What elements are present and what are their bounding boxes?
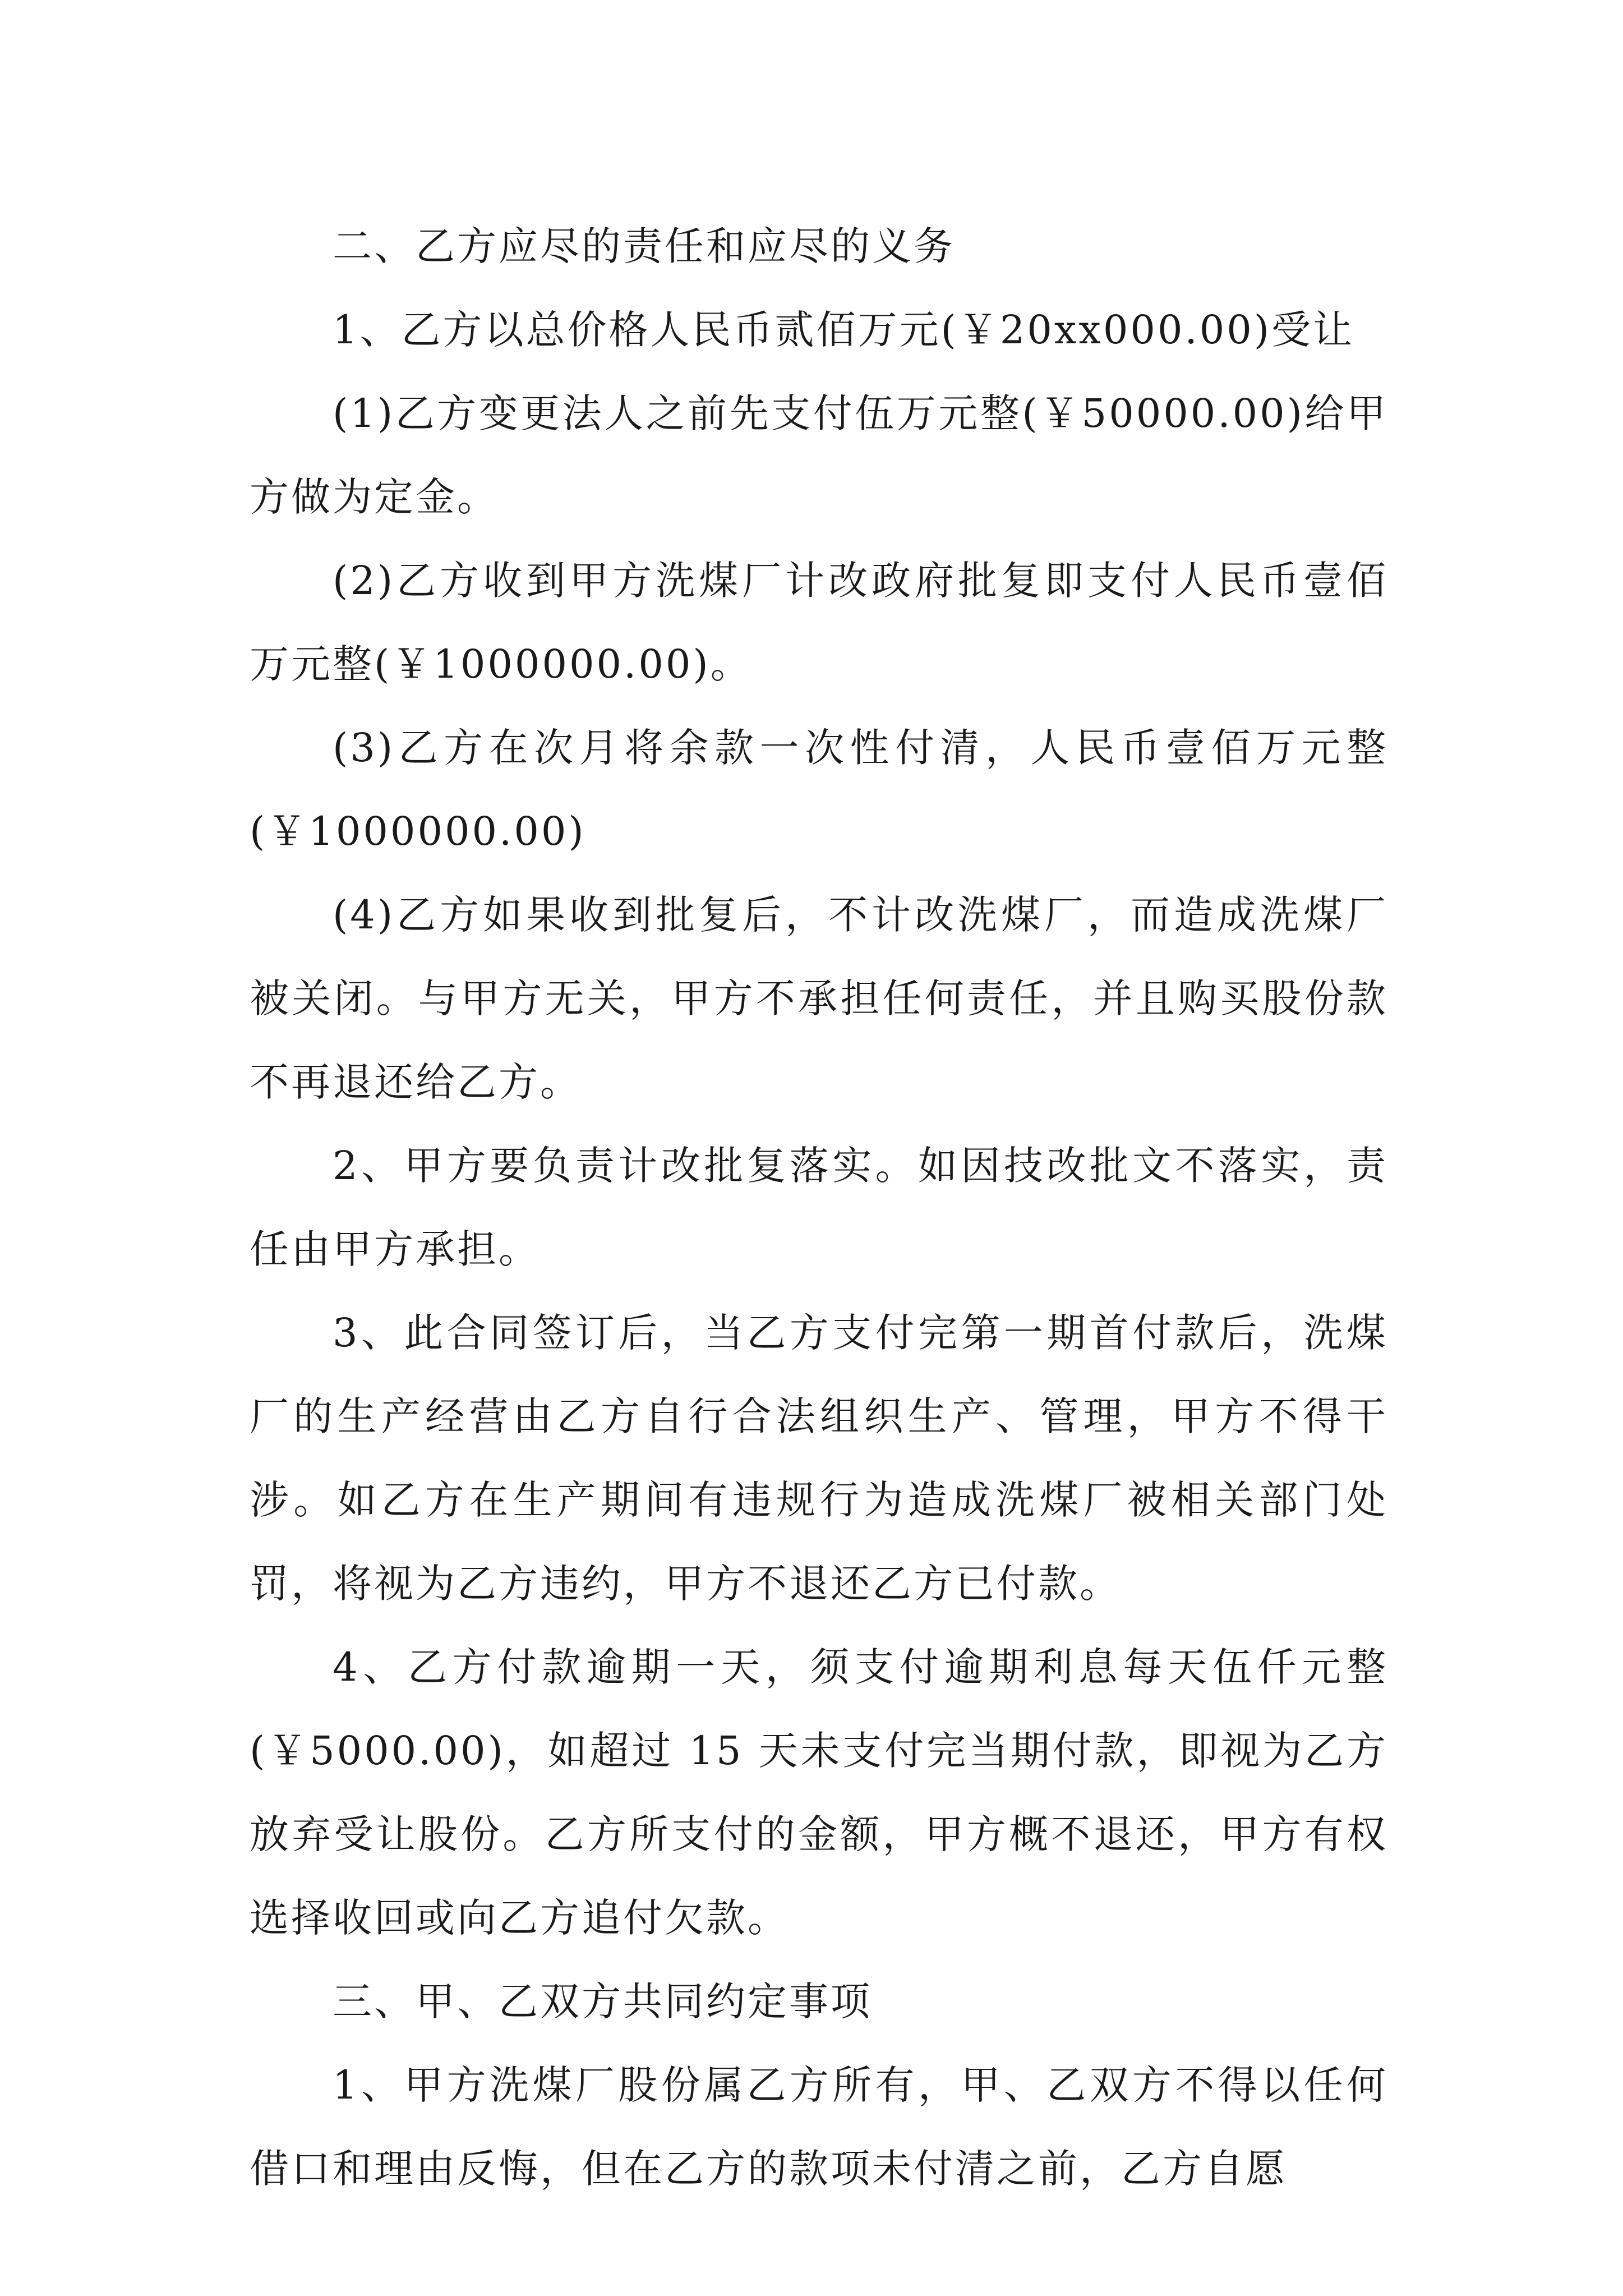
document-body [250,205,1388,2211]
clause-2-1-item-4: (4)乙方如果收到批复后，不计改洗煤厂，而造成洗煤厂被关闭。与甲方无关，甲方不承担任何责任，并且购买股份款不再退还给乙方。 [250,892,1388,1105]
clause-2-1: 1、乙方以总价格人民币贰佰万元(￥20xx000.00)受让 [333,307,1355,353]
clause-3-1: 1、甲方洗煤厂股份属乙方所有，甲、乙双方不得以任何借口和理由反悔，但在乙方的款项未付清之前，乙方自愿 [250,2062,1388,2192]
clause-2-3: 3、此合同签订后，当乙方支付完第一期首付款后，洗煤厂的生产经营由乙方自行合法组织生产、管理，甲方不得干涉。如乙方在生产期间有违规行为造成洗煤厂被相关部门处罚，将视为乙方违约，甲方不退还乙方已付款。 [250,1310,1388,1607]
clause-2-2: 2、甲方要负责计改批复落实。如因技改批文不落实，责任由甲方承担。 [250,1143,1388,1272]
section-heading-2: 二、乙方应尽的责任和应尽的义务 [333,223,955,269]
clause-2-1-item-1: (1)乙方变更法人之前先支付伍万元整(￥50000.00)给甲方做为定金。 [250,390,1388,520]
clause-2-4: 4、乙方付款逾期一天，须支付逾期利息每天伍仟元整(￥5000.00)，如超过 15 天未支付完当期付款，即视为乙方放弃受让股份。乙方所支付的金额，甲方概不退还，甲方有权选择收回或向乙方追付欠款。 [250,1644,1388,1941]
clause-2-1-item-2: (2)乙方收到甲方洗煤厂计改政府批复即支付人民币壹佰万元整(￥1000000.00)。 [250,558,1388,687]
clause-2-1-item-3: (3)乙方在次月将余款一次性付清，人民币壹佰万元整(￥1000000.00) [250,725,1388,854]
section-heading-3: 三、甲、乙双方共同约定事项 [333,1978,872,2024]
